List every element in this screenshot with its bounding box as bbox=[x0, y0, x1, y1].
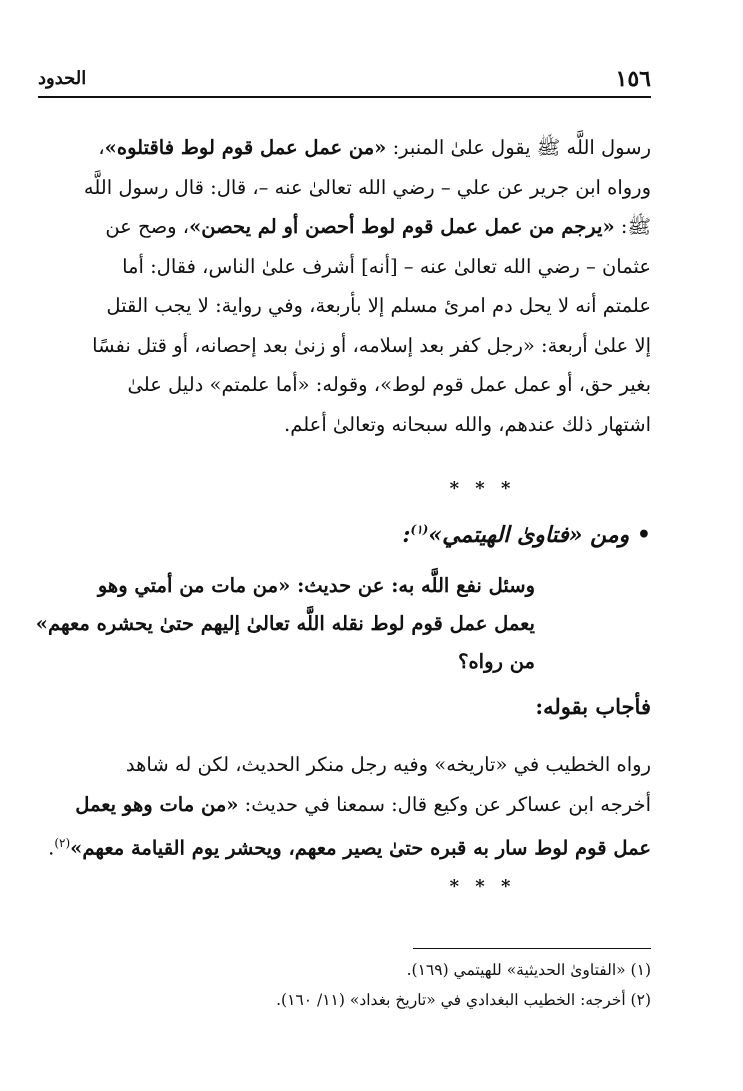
text-run: وسئل نفع اللَّه به: عن حديث: «من مات من أمتي وهو bbox=[97, 574, 535, 597]
text-run: ، bbox=[98, 136, 105, 159]
text-line bbox=[30, 365, 651, 405]
text-line bbox=[30, 605, 535, 643]
page-header bbox=[38, 62, 651, 96]
text-run: إلا علىٰ أربعة: «رجل كفر بعد إسلامه، أو زنىٰ بعد إحصانه، أو قتل نفسًا bbox=[92, 333, 651, 357]
section-heading-text: • ومن «فتاوىٰ الهيتمي» bbox=[428, 522, 651, 548]
answer-heading: فأجاب بقوله: bbox=[535, 694, 651, 719]
text-run: عثمان – رضي الله تعالىٰ عنه – [أنه] أشرف علىٰ الناس، فقال: أما bbox=[122, 254, 651, 278]
section-heading bbox=[402, 522, 651, 548]
text-line bbox=[30, 745, 651, 785]
text-line bbox=[30, 326, 651, 366]
header-rule bbox=[38, 96, 651, 98]
paragraph-1 bbox=[30, 128, 651, 444]
paragraph-2 bbox=[30, 745, 651, 868]
text-line bbox=[30, 824, 651, 868]
footnote-ref: (٢) bbox=[54, 836, 71, 850]
text-line bbox=[30, 567, 535, 605]
text-line bbox=[30, 643, 535, 681]
text-run: ﷺ: bbox=[614, 215, 651, 238]
text-run: ورواه ابن جرير عن علي – رضي الله تعالىٰ عنه –، قال: قال رسول اللَّه bbox=[83, 175, 651, 199]
section-heading-colon: : bbox=[402, 522, 411, 548]
text-run: عمل قوم لوط سار به قبره حتىٰ يصير معهم، ويحشر يوم القيامة معهم» bbox=[70, 836, 651, 860]
footnote-1: (١) «الفتاوىٰ الحديثية» للهيتمي (١٦٩). bbox=[406, 961, 651, 979]
footnotes bbox=[150, 955, 651, 1015]
text-line bbox=[30, 785, 651, 825]
text-line bbox=[30, 405, 651, 445]
text-run: «من عمل عمل قوم لوط فاقتلوه» bbox=[104, 136, 387, 159]
text-line bbox=[30, 247, 651, 287]
text-run: أخرجه ابن عساكر عن وكيع قال: سمعنا في حديث: bbox=[238, 792, 651, 816]
text-line bbox=[30, 286, 651, 326]
text-run: يعمل عمل قوم لوط نقله اللَّه تعالىٰ إليهم حتىٰ يحشره معهم» bbox=[35, 612, 535, 635]
text-run: «من مات وهو يعمل bbox=[75, 792, 239, 816]
text-run: رسول اللَّه ﷺ يقول علىٰ المنبر: bbox=[386, 136, 651, 159]
footnote-2: (٢) أخرجه: الخطيب البغدادي في «تاريخ بغداد» (١١/ ١٦٠). bbox=[276, 991, 651, 1009]
question-block bbox=[30, 567, 535, 681]
text-run: من رواه؟ bbox=[458, 650, 535, 673]
text-run: ، وصح عن bbox=[105, 215, 190, 238]
text-run: اشتهار ذلك عندهم، والله سبحانه وتعالىٰ أعلم. bbox=[284, 412, 651, 436]
page-number: ١٥٦ bbox=[615, 66, 651, 92]
footnote-ref-1: (١) bbox=[410, 522, 429, 537]
text-line bbox=[30, 207, 651, 247]
footnote-rule bbox=[413, 948, 651, 949]
text-run: رواه الخطيب في «تاريخه» وفيه رجل منكر الحديث، لكن له شاهد bbox=[125, 753, 651, 776]
running-title: الحدود bbox=[38, 68, 87, 89]
text-line bbox=[30, 168, 651, 208]
text-run: «يرجم من عمل عمل قوم لوط أحصن أو لم يحصن» bbox=[189, 215, 615, 238]
text-line bbox=[30, 128, 651, 168]
separator-stars: * * * bbox=[449, 876, 516, 897]
text-run: علمتم أنه لا يحل دم امرئ مسلم إلا بأربعة، وفي رواية: لا يجب القتل bbox=[106, 294, 651, 317]
text-run: بغير حق، أو عمل عمل قوم لوط»، وقوله: «أما علمتم» دليل علىٰ bbox=[127, 373, 651, 396]
text-run: . bbox=[48, 836, 55, 860]
separator-stars: * * * bbox=[449, 478, 516, 499]
